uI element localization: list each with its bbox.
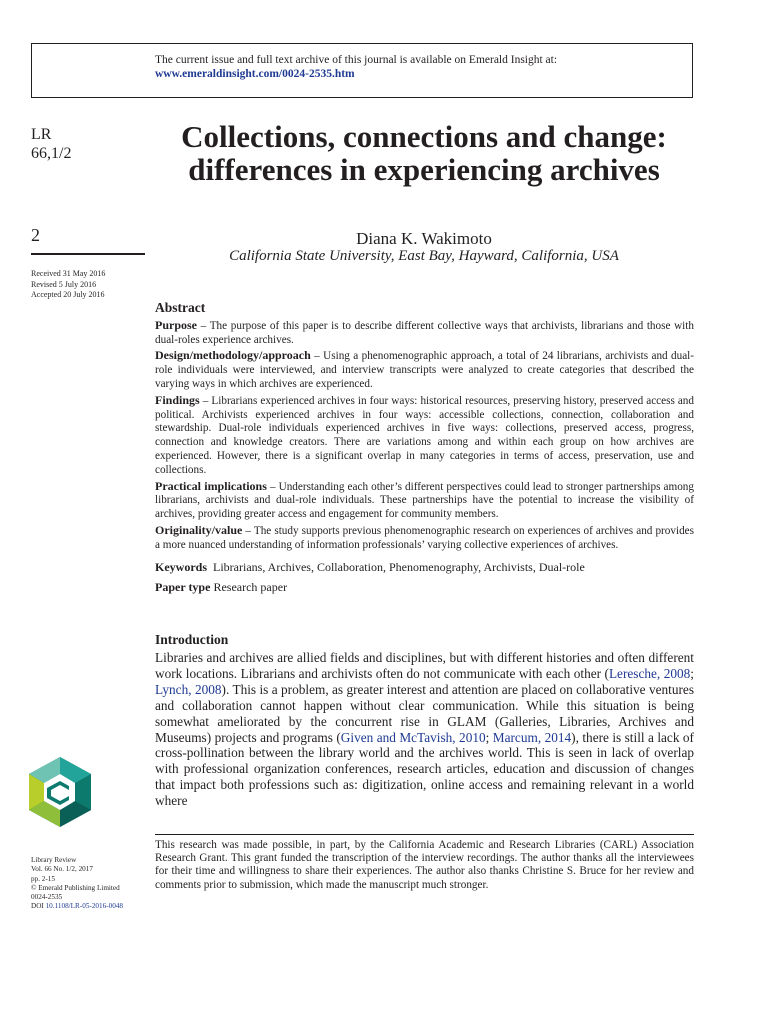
paper-type-row: [155, 581, 694, 595]
accepted-date: Accepted 20 July 2016: [31, 290, 105, 299]
acknowledgement-footnote: This research was made possible, in part, by the California Academic and Research Libraries (CARL) Association Research Grant. This grant funded the transcription of the interview recordings. The author thanks all the interviewees for their time and willingness to share their experiences. The author also thanks Christine S. Bruce for her review and comments prior to submission, which made the manuscript much stronger.: [155, 839, 694, 891]
introduction-paragraph: [155, 650, 694, 809]
journal-pages: pp. 2-15: [31, 874, 55, 883]
doi-label: DOI: [31, 902, 44, 911]
journal-issn: 0024-2535: [31, 893, 63, 902]
journal-name: Library Review: [31, 856, 77, 864]
abstract-findings: Findings – Librarians experienced archives in four ways: historical resources, preserving history, preserved access and political. Archivists experienced archives in four ways: accessible collections, connection, collaboration and stewardship. Dual-role individuals experienced archives in five ways: collections, preserved access, progress, connection and knowledge creators. There are variations among and within each group on how archives are experienced. However, there is a significant overlap in many categories in terms of access, preservation, use and collections.: [155, 392, 694, 476]
citation-marcum-link[interactable]: Marcum, 2014: [492, 729, 572, 745]
journal-url-link[interactable]: www.emeraldinsight.com/0024-2535.htm: [155, 68, 355, 80]
keywords-row: [155, 561, 694, 575]
author-affiliation: California State University, East Bay, Hayward, California, USA: [229, 248, 619, 264]
footnote-divider: [155, 834, 694, 835]
citation-leresche-link[interactable]: Leresche, 2008: [608, 665, 691, 681]
journal-vol: Vol. 66 No. 1/2, 2017: [31, 865, 93, 874]
keywords-label: Keywords: [155, 559, 207, 574]
citation-lynch-link[interactable]: Lynch, 2008: [155, 681, 222, 697]
keywords-text: Librarians, Archives, Collaboration, Phenomenography, Archivists, Dual-role: [213, 559, 585, 574]
doi-link[interactable]: 10.1108/LR-05-2016-0048: [45, 902, 123, 911]
intro-text-5: ), there is still a lack of cross-pollination between the library world and the archives world. This is seen in lack of overlap with professional organization conferences, research articles, education and discussion of changes that impact both professions such as: digitization, online access and remaining relevant in a world where: [155, 729, 694, 809]
journal-volume: 66,1/2: [31, 145, 72, 162]
crossmark-icon[interactable]: [29, 757, 91, 827]
intro-text-1: Libraries and archives are allied fields and disciplines, but with different histories and often different work locations. Librarians and archivists often do not communicate with each other (: [155, 650, 694, 681]
abstract-section: [155, 301, 694, 595]
purpose-text: The purpose of this paper is to describe different collective ways that archivists, librarians and those with dual-roles experience archives.: [155, 319, 694, 346]
article-history: [31, 269, 105, 301]
abstract-purpose: Purpose – The purpose of this paper is to describe different collective ways that archivists, librarians and those with dual-roles experience archives.: [155, 317, 694, 346]
practical-text: Understanding each other’s different perspectives could lead to stronger partnerships among librarians, archivists and dual-role individuals. These partnerships have the potential to increase the visibility of archives, providing greater access and engagement for community members.: [155, 480, 694, 521]
abstract-design: Design/methodology/approach – Using a phenomenographic approach, a total of 24 librarians, archivists and dual-role individuals were interviewed, and interview transcripts were analyzed to create categories that described the varying ways in which archives are experienced.: [155, 348, 694, 390]
design-text: Using a phenomenographic approach, a total of 24 librarians, archivists and dual-role individuals were interviewed, and interview transcripts were analyzed to create categories that described the varying ways in which archives are experienced.: [155, 350, 694, 390]
citation-given-mctavish-link[interactable]: Given and McTavish, 2010: [340, 729, 486, 745]
journal-code: [31, 125, 71, 163]
page-number: 2: [31, 225, 40, 245]
abstract-originality: Originality/value – The study supports previous phenomenographic research on experiences of archives and provides a more nuanced understanding of information professionals’ varying collective experiences of archives.: [155, 522, 694, 551]
paper-type-label: Paper type: [155, 580, 211, 595]
received-date: Received 31 May 2016: [31, 269, 106, 278]
originality-text: The study supports previous phenomenographic research on experiences of archives and provides a more nuanced understanding of information professionals’ varying collective experiences of archives.: [155, 524, 694, 551]
intro-text-2: ;: [690, 665, 694, 681]
findings-label: Findings: [155, 392, 200, 407]
journal-abbrev: LR: [31, 126, 52, 143]
practical-label: Practical implications: [155, 478, 267, 493]
intro-text-3: ). This is a problem, as greater interest and attention are placed on collaborative ventures and collaboration cannot happen without clear communication. While this situation is being somewhat ameliorated by the concurrent rise in GLAM (Galleries, Libraries, Archives and Museums) projects and programs (: [155, 681, 694, 745]
introduction-section: [155, 632, 694, 809]
introduction-heading: Introduction: [155, 632, 229, 647]
article-title: Collections, connections and change: differences in experiencing archives: [181, 119, 667, 187]
intro-text-4: ;: [485, 729, 493, 745]
abstract-practical: Practical implications – Understanding each other’s different perspectives could lead to stronger partnerships among librarians, archivists and dual-role individuals. These partnerships have the potential to increase the visibility of archives, providing greater access and engagement for community members.: [155, 478, 694, 521]
paper-type-text: Research paper: [213, 580, 288, 595]
revised-date: Revised 5 July 2016: [31, 279, 97, 289]
journal-info: [31, 856, 123, 912]
design-label: Design/methodology/approach: [155, 348, 311, 363]
journal-doi: [31, 902, 123, 911]
journal-publisher: © Emerald Publishing Limited: [31, 883, 120, 892]
abstract-heading: Abstract: [155, 300, 206, 315]
findings-text: Librarians experienced archives in four ways: historical resources, preserving history, preserved access and political. Archivists experienced archives in four ways: accessible collections, connection, collaboration and stewardship. Dual-role individuals experienced archives in five ways: collections, preserved access, progress, connection and knowledge creators. There are variations among and within each group on how archives are experienced. However, there is a significant overlap in many categories in terms of access, preservation, use and collections.: [155, 394, 694, 476]
author-name: Diana K. Wakimoto: [356, 229, 492, 248]
left-divider: [31, 253, 145, 255]
availability-text: The current issue and full text archive of this journal is available on Emerald Insight at:: [155, 54, 558, 66]
originality-label: Originality/value: [155, 522, 243, 537]
purpose-label: Purpose: [155, 317, 197, 332]
